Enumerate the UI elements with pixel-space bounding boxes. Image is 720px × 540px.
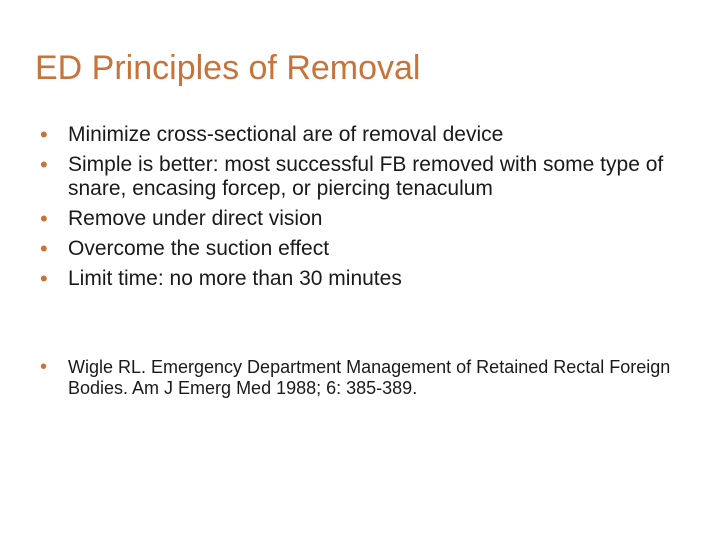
bullet-text: Overcome the suction effect [68,237,330,260]
bullet-text: Minimize cross-sectional are of removal device [68,123,504,146]
bullet-list [40,123,680,297]
bullet-icon: • [40,356,48,378]
bullet-text: Simple is better: most successful FB removed with some type of snare, encasing forcep, or piercing tenaculum [68,153,664,200]
bullet-item [40,153,680,201]
reference-list [40,357,680,399]
bullet-icon: • [40,206,48,231]
bullet-icon: • [40,236,48,261]
bullet-icon: • [40,152,48,177]
bullet-icon: • [40,266,48,291]
slide-title: ED Principles of Removal [35,49,421,87]
bullet-item [40,123,680,147]
bullet-item [40,267,680,291]
reference-text: Wigle RL. Emergency Department Management of Retained Rectal Foreign Bodies. Am J Emerg Med 1988; 6: 385-389. [68,357,671,398]
bullet-item [40,207,680,231]
reference-item [40,357,680,399]
bullet-item [40,237,680,261]
bullet-text: Limit time: no more than 30 minutes [68,267,402,290]
bullet-text: Remove under direct vision [68,207,323,230]
bullet-icon: • [40,122,48,147]
